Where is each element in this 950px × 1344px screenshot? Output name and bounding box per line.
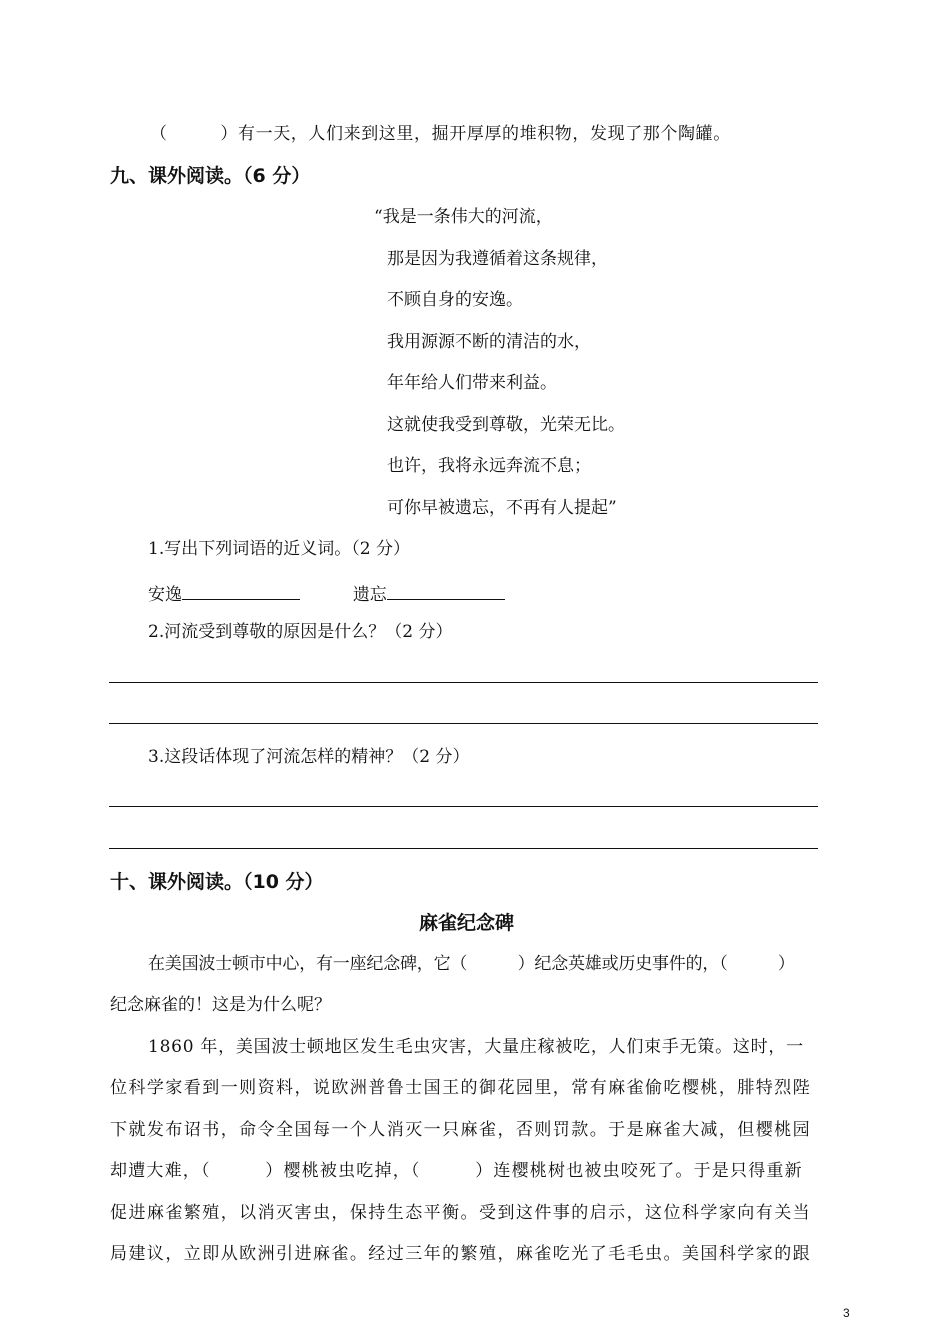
paragraph-2-line: 1860 年，美国波士顿地区发生毛虫灾害，大量庄稼被吃，人们束手无策。这时，一 [148,1037,804,1057]
question-2: 2.河流受到尊敬的原因是什么？（2 分） [148,622,453,642]
paragraph-2-line: 下就发布诏书，命令全国每一个人消灭一只麻雀，否则罚款。于是麻雀大减，但樱桃园 [110,1120,812,1140]
answer-line[interactable] [109,723,818,724]
question-3: 3.这段话体现了河流怎样的精神？（2 分） [148,747,470,767]
page-number: 3 [843,1306,850,1320]
q1-word-1: 安逸 [148,585,182,605]
poem-line: 我用源源不断的清洁的水， [387,332,591,352]
poem-line: 不顾自身的安逸。 [387,290,523,310]
answer-blank[interactable] [387,583,505,600]
poem-line: 也许，我将永远奔流不息； [387,456,591,476]
section10-heading: 十、课外阅读。（10 分） [110,871,324,893]
paragraph-2-line: 促进麻雀繁殖，以消灭害虫，保持生态平衡。受到这件事的启示，这位科学家向有关当 [110,1203,812,1223]
section9-heading: 九、课外阅读。（6 分） [110,165,311,187]
question-1: 1.写出下列词语的近义词。（2 分） [148,539,410,559]
poem-line: 年年给人们带来利益。 [387,373,557,393]
answer-line[interactable] [109,682,818,683]
paragraph-1-line: 纪念麻雀的！这是为什么呢？ [110,995,331,1015]
poem-line: 那是因为我遵循着这条规律， [387,249,608,269]
paragraph-2-line: 却遭大难，（ ）樱桃被虫吃掉，（ ）连樱桃树也被虫咬死了。于是只得重新 [110,1161,803,1181]
q1-answer-row [148,583,505,604]
poem-line: 可你早被遗忘，不再有人提起” [387,498,617,518]
paragraph-1-line: 在美国波士顿市中心，有一座纪念碑，它（ ）纪念英雄或历史事件的，（ ） [148,954,795,974]
poem-line: “我是一条伟大的河流， [374,207,553,227]
answer-line[interactable] [109,806,818,807]
article-title: 麻雀纪念碑 [419,912,515,934]
paragraph-2-line: 位科学家看到一则资料，说欧洲普鲁士国王的御花园里，常有麻雀偷吃樱桃，腓特烈陛 [110,1078,812,1098]
answer-blank[interactable] [182,583,300,600]
poem-line: 这就使我受到尊敬，光荣无比。 [387,415,625,435]
answer-line[interactable] [109,848,818,849]
paragraph-2-line: 局建议，立即从欧洲引进麻雀。经过三年的繁殖，麻雀吃光了毛毛虫。美国科学家的跟 [110,1244,812,1264]
top-line: （ ）有一天，人们来到这里，掘开厚厚的堆积物，发现了那个陶罐。 [150,124,731,144]
q1-word-2: 遗忘 [352,585,387,605]
